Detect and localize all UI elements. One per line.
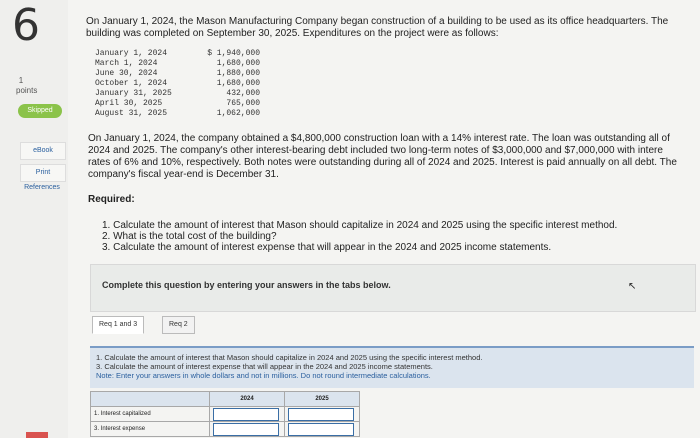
expenditure-amount: 1,880,000 <box>216 69 260 78</box>
expenditure-dates <box>95 49 195 119</box>
interest-capitalized-2025-input[interactable] <box>288 408 354 421</box>
answer-table <box>90 391 360 437</box>
header-2025: 2025 <box>285 392 360 407</box>
expenditure-amount: $ 1,940,000 <box>207 49 260 58</box>
input-cell <box>210 407 285 422</box>
expenditure-date: August 31, 2025 <box>95 109 168 118</box>
expenditure-amount: 1,680,000 <box>216 59 260 68</box>
print-link[interactable]: Print <box>20 164 66 182</box>
panel-note: Note: Enter your answers in whole dollars and not in millions. Do not round intermediate calculations. <box>96 371 431 380</box>
expenditure-date: January 31, 2025 <box>95 89 172 98</box>
question-number: 6 <box>12 0 40 51</box>
header-2024: 2024 <box>210 392 285 407</box>
input-cell <box>210 422 285 437</box>
loan-line-4: company's fiscal year-end is December 31. <box>88 169 279 180</box>
left-sidebar <box>0 0 68 438</box>
required-item: 2. What is the total cost of the building? <box>102 231 277 242</box>
mouse-cursor-icon: ↖ <box>628 281 637 292</box>
header-blank <box>91 392 210 407</box>
points-value: 1 <box>18 76 24 85</box>
loan-line-1: On January 1, 2024, the company obtained a $4,800,000 construction loan with a 14% interest rate. The loan was outstanding all of <box>88 133 670 144</box>
row-label: 1. Interest capitalized <box>91 407 210 422</box>
required-item: 1. Calculate the amount of interest that Mason should capitalize in 2024 and 2025 using the specific interest method. <box>102 220 618 231</box>
expenditure-amount: 1,680,000 <box>216 79 260 88</box>
loan-text <box>88 133 700 181</box>
expenditure-amount: 1,062,000 <box>216 109 260 118</box>
expenditure-amount: 432,000 <box>226 89 260 98</box>
intro-line-2: building was completed on September 30, 2025. Expenditures on the project were as follows: <box>86 28 499 39</box>
intro-text <box>86 16 700 40</box>
loan-line-3: rates of 6% and 10%, respectively. Both notes were outstanding during all of 2024 and 2025. Interest is paid annually on all debt. The <box>88 157 677 168</box>
answer-table-header <box>91 392 360 407</box>
complete-prompt: Complete this question by entering your answers in the tabs below. <box>102 280 391 290</box>
input-cell <box>285 422 360 437</box>
status-badge: Skipped <box>18 104 62 118</box>
input-cell <box>285 407 360 422</box>
expenditure-date: March 1, 2024 <box>95 59 158 68</box>
required-heading: Required: <box>88 194 135 205</box>
table-row <box>91 422 360 437</box>
expenditure-date: October 1, 2024 <box>95 79 168 88</box>
panel-line-1: 1. Calculate the amount of interest that Mason should capitalize in 2024 and 2025 using the specific interest method. <box>96 353 483 362</box>
tab-req-1-and-3[interactable]: Req 1 and 3 <box>92 316 144 334</box>
panel-line-2: 3. Calculate the amount of interest expense that will appear in the 2024 and 2025 income statements. <box>96 362 433 371</box>
expenditure-amount: 765,000 <box>226 99 260 108</box>
tab-req-2[interactable]: Req 2 <box>162 316 195 334</box>
loan-line-2: 2024 and 2025. The company's other interest-bearing debt included two long-term notes of $3,000,000 and $7,000,000 with intere <box>88 145 663 156</box>
expenditure-date: January 1, 2024 <box>95 49 168 58</box>
interest-expense-2025-input[interactable] <box>288 423 354 436</box>
expenditure-amounts <box>200 49 260 119</box>
intro-line-1: On January 1, 2024, the Mason Manufacturing Company began construction of a building to be used as its office headquarters. The <box>86 16 669 27</box>
interest-capitalized-2024-input[interactable] <box>213 408 279 421</box>
ebook-link[interactable]: eBook <box>20 142 66 160</box>
table-row <box>91 407 360 422</box>
required-item: 3. Calculate the amount of interest expense that will appear in the 2024 and 2025 income statements. <box>102 242 552 253</box>
points-label: points <box>16 86 38 95</box>
required-list <box>102 220 617 253</box>
expenditure-date: April 30, 2025 <box>95 99 163 108</box>
progress-marker <box>26 432 48 438</box>
expenditure-date: June 30, 2024 <box>95 69 158 78</box>
panel-instructions <box>96 353 483 380</box>
interest-expense-2024-input[interactable] <box>213 423 279 436</box>
row-label: 3. Interest expense <box>91 422 210 437</box>
references-link[interactable]: References <box>24 184 60 191</box>
